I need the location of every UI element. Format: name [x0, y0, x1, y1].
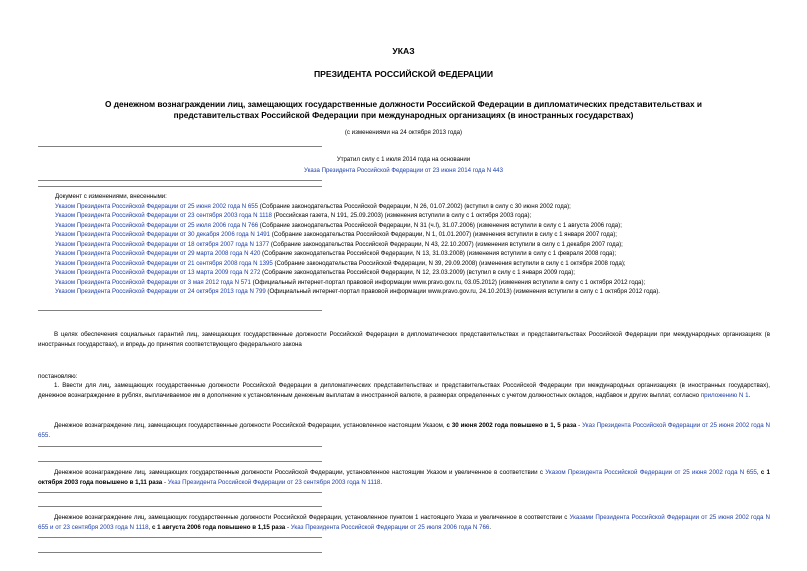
note-1-increase: с 30 июня 2002 года повышено в 1, 5 раза — [446, 422, 577, 429]
list-item — [55, 287, 795, 297]
amendment-link[interactable]: Указом Президента Российской Федерации от 30 декабря 2006 года N 1491 — [55, 231, 271, 238]
list-item — [55, 278, 795, 288]
decree-issuer: ПРЕЗИДЕНТА РОССИЙСКОЙ ФЕДЕРАЦИИ — [313, 69, 494, 79]
amendment-source: (Официальный интернет-портал правовой информации www.pravo.gov.ru, 03.05.2012) (изменения вступили в силу с 1 октября 2012 года); — [250, 278, 646, 286]
item-1 — [38, 381, 770, 400]
divider — [38, 310, 322, 311]
amendment-source: (Собрание законодательства Российской Федерации, N 13, 31.03.2008) (изменения вступили в силу с 1 февраля 2008 года); — [260, 250, 617, 257]
amendment-link[interactable]: Указом Президента Российской Федерации от 23 сентября 2003 года N 1118 — [55, 212, 272, 219]
amendment-link[interactable]: Указом Президента Российской Федерации от 13 марта 2009 года N 272 — [55, 269, 261, 276]
note-3-end: . — [489, 523, 492, 531]
amendment-link[interactable]: Указом Президента Российской Федерации от 18 октября 2007 года N 1377 — [55, 240, 270, 248]
decree-subject-line-1: О денежном вознаграждении лиц, замещающих государственные должности Российской Федерации в дипломатических представительствах и — [104, 99, 702, 109]
divider — [38, 446, 322, 447]
amendment-source: (Собрание законодательства Российской Федерации, N 12, 23.03.2009) (вступил в силу с 1 января 2009 года); — [260, 269, 575, 276]
list-item — [55, 221, 795, 231]
changes-heading: Документ с изменениями, внесенными: — [55, 193, 167, 200]
amendment-source: (Собрание законодательства Российской Федерации, N 26, 01.07.2002) (вступил в силу с 30 июня 2002 года); — [258, 202, 571, 210]
list-item — [55, 259, 795, 269]
list-item — [55, 202, 795, 212]
list-item — [55, 268, 795, 278]
note-3-text: Денежное вознаграждение лиц, замещающих государственные должности Российской Федерации, установленное пунктом 1 настоящего Указа и увеличенное в соответствии с — [54, 514, 570, 521]
note-1-end: . — [48, 431, 51, 439]
preamble: В целях обеспечения социальных гарантий лиц, замещающих государственные должности Российской Федерации в дипломатических представительствах и представительствах Российской Федерации при международных организациях (в иностранных государствах), и впредь до принятия соответствующего федерального закона — [38, 331, 770, 348]
item-1-text: 1. Ввести для лиц, замещающих государственные должности Российской Федерации в дипломатических представительствах и представительствах Российской Федерации при международных организациях (в иностранных государствах), денежное вознаграждение в рублях, выплачиваемое им в дополнение к установленным денежным выплатам в иностранной валюте, в размерах определенных с учетом должностных окладов, надбавок и других выплат, согласно — [38, 382, 770, 399]
note-1 — [38, 421, 770, 440]
amendment-link[interactable]: Указом Президента Российской Федерации от 21 сентября 2008 года N 1395 — [55, 259, 273, 267]
amendment-link[interactable]: Указом Президента Российской Федерации от 3 мая 2012 года N 571 — [55, 278, 251, 286]
amendment-source: (Собрание законодательства Российской Федерации, N 43, 22.10.2007) (изменения вступили в силу с 1 декабря 2007 года); — [269, 240, 623, 248]
amendment-source: (Российская газета, N 191, 25.09.2003) (изменения вступили в силу с 1 октября 2003 года); — [271, 212, 532, 219]
note-2 — [38, 468, 770, 487]
note-3 — [38, 513, 770, 532]
note-2-end: . — [380, 478, 383, 486]
divider — [38, 461, 322, 462]
amendment-link[interactable]: Указом Президента Российской Федерации от 24 октября 2013 года N 799 — [55, 288, 266, 295]
decree-subject-line-2: представительствах Российской Федерации при международных организациях (в иностранных государствах) — [173, 110, 634, 120]
divider — [38, 146, 322, 147]
item-1-end: . — [748, 391, 751, 399]
note-1-link[interactable]: Указ Президента Российской Федерации от 25 июня 2002 года N 655 — [38, 422, 771, 439]
note-3-comma: , — [148, 523, 152, 531]
divider — [38, 552, 322, 553]
note-2-link-2[interactable]: Указ Президента Российской Федерации от 23 сентября 2003 года N 1118 — [167, 478, 381, 486]
divider — [38, 186, 322, 187]
divider — [38, 492, 322, 493]
changes-list — [55, 192, 795, 297]
amendment-source: (Собрание законодательства Российской Федерации, N 1, 01.01.2007) (изменения вступили в силу с 1 января 2007 года); — [270, 231, 617, 238]
decree-word: постановляю: — [38, 373, 78, 380]
note-2-sep: - — [162, 478, 168, 486]
note-2-text: Денежное вознаграждение лиц, замещающих государственные должности Российской Федерации, установленное настоящим Указом и увеличенное в соответствии с — [54, 469, 546, 476]
list-item — [55, 249, 795, 259]
note-3-sep: - — [285, 523, 291, 531]
note-2-comma: , — [756, 469, 761, 476]
amendment-source: (Официальный интернет-портал правовой информации www.pravo.gov.ru, 24.10.2013) (изменения вступили в силу с 1 октября 2012 года). — [265, 288, 660, 295]
note-2-increase: с 1 октября 2003 года повышено в 1,11 раза — [38, 469, 770, 486]
note-2-link-1[interactable]: Указом Президента Российской Федерации от 25 июня 2002 года N 655 — [545, 469, 757, 476]
list-item — [55, 230, 795, 240]
amendment-link[interactable]: Указом Президента Российской Федерации от 25 июля 2006 года N 766 — [55, 221, 259, 229]
list-item — [55, 240, 795, 250]
amendment-link[interactable]: Указом Президента Российской Федерации от 25 июня 2002 года N 655 — [55, 202, 259, 210]
list-item — [55, 211, 795, 221]
amendment-date: (с изменениями на 24 октября 2013 года) — [344, 129, 463, 136]
divider — [38, 506, 322, 507]
note-3-increase: с 1 августа 2006 года повышено в 1,15 раза — [151, 523, 286, 531]
note-3-link-2[interactable]: Указ Президента Российской Федерации от 25 июля 2006 года N 766 — [290, 523, 490, 531]
amendment-link[interactable]: Указом Президента Российской Федерации от 29 марта 2008 года N 420 — [55, 250, 261, 257]
divider — [38, 537, 322, 538]
divider — [38, 180, 322, 181]
decree-title: УКАЗ — [392, 46, 415, 56]
note-1-sep: - — [576, 422, 583, 429]
expired-notice: Утратил силу с 1 июля 2014 года на основании — [336, 156, 471, 163]
appendix-link[interactable]: приложению N 1 — [700, 391, 749, 399]
amendment-source: (Собрание законодательства Российской Федерации, N 39, 29.09.2008) (изменения вступили в силу с 1 октября 2008 года); — [272, 259, 626, 267]
amendment-source: (Собрание законодательства Российской Федерации, N 31 (ч.I), 31.07.2006) (изменения вступили в силу с 1 августа 2006 года); — [258, 221, 622, 229]
note-3-link-1[interactable]: Указами Президента Российской Федерации от 25 июня 2002 года N 655 и от 23 сентября 2003 года N 1118 — [38, 514, 770, 531]
expired-basis-link[interactable]: Указа Президента Российской Федерации от 23 июня 2014 года N 443 — [304, 167, 503, 174]
note-1-text: Денежное вознаграждение лиц, замещающих государственные должности Российской Федерации, установленное настоящим Указом, — [54, 422, 447, 429]
